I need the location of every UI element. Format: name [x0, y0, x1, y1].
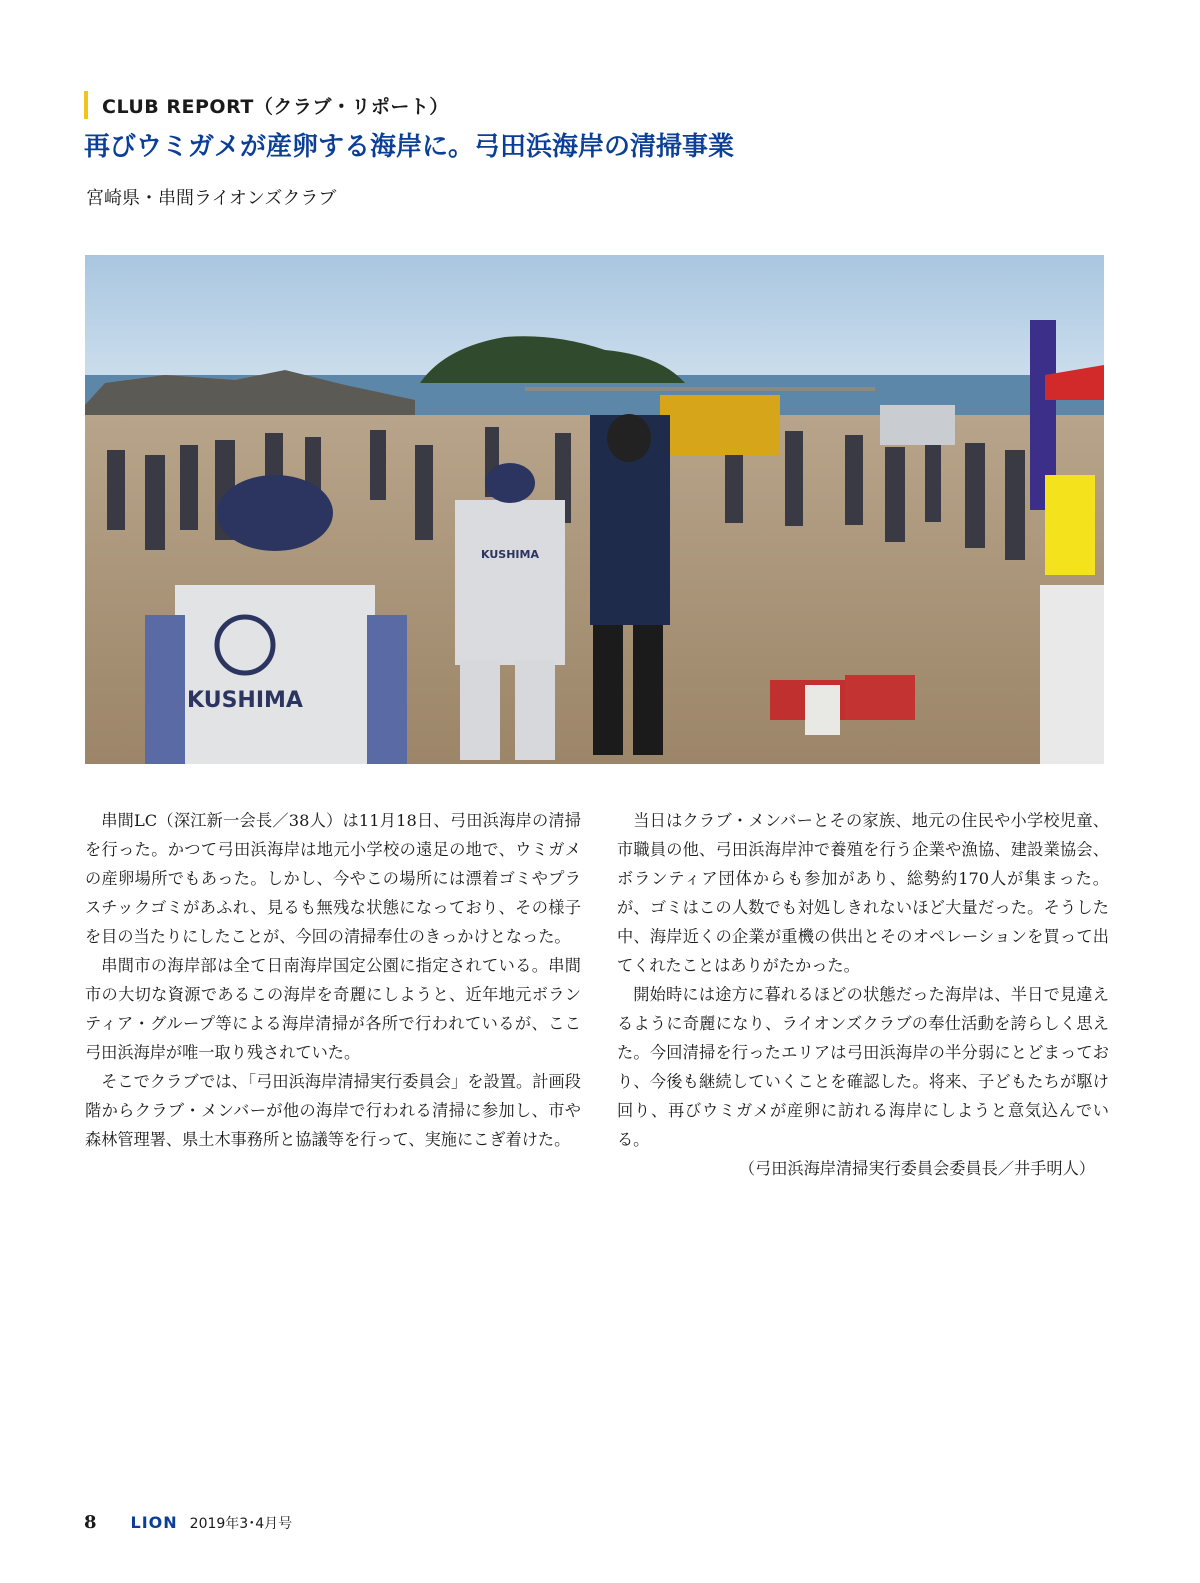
article-signature: （弓田浜海岸清掃実行委員会委員長／井手明人） — [738, 1159, 1095, 1178]
section-label — [84, 90, 449, 120]
page-footer — [84, 1512, 292, 1534]
article-paragraph: 串間LC（深江新一会長／38人）は11月18日、弓田浜海岸の清掃を行った。かつて弓田浜海岸は地元小学校の遠足の地で、ウミガメの産卵場所でもあった。しかし、今やこの場所には漂着ゴミやプラスチックゴミがあふれ、見るも無残な状態になっており、その様子を目の当たりにしたことが、今回の清掃奉仕のきっかけとなった。 — [85, 811, 581, 946]
vest-lettering-front: KUSHIMA — [187, 688, 303, 713]
article-headline: 再びウミガメが産卵する海岸に。弓田浜海岸の清掃事業 — [84, 132, 735, 162]
section-label-text: CLUB REPORT（クラブ・リポート） — [102, 95, 449, 118]
vest-lettering-center: KUSHIMA — [481, 548, 539, 561]
article-paragraph: そこでクラブでは、「弓田浜海岸清掃実行委員会」を設置。計画段階からクラブ・メンバーが他の海岸で行われる清掃に参加し、市や森林管理署、県土木事務所と協議等を行って、実施にこぎ着けた。 — [85, 1072, 581, 1149]
page-number: 8 — [84, 1512, 97, 1533]
magazine-name: LION — [130, 1513, 178, 1532]
issue-date: 2019年3･4月号 — [189, 1516, 293, 1532]
article-paragraph: 串間市の海岸部は全て日南海岸国定公園に指定されている。串間市の大切な資源であるこの海岸を奇麗にしようと、近年地元ボランティア・グループ等による海岸清掃が各所で行われているが、ここ弓田浜海岸が唯一取り残されていた。 — [85, 956, 581, 1062]
article-byline: 宮崎県・串間ライオンズクラブ — [86, 188, 337, 209]
article-column-right — [617, 806, 1109, 1183]
article-column-left — [85, 806, 581, 1154]
section-accent-bar — [84, 91, 88, 119]
beach-cleanup-photo — [85, 255, 1104, 764]
article-paragraph: 開始時には途方に暮れるほどの状態だった海岸は、半日で見違えるように奇麗になり、ライオンズクラブの奉仕活動を誇らしく思えた。今回清掃を行ったエリアは弓田浜海岸の半分弱にとどまっており、今後も継続していくことを確認した。将来、子どもたちが駆け回り、再びウミガメが産卵に訪れる海岸にしようと意気込んでいる。 — [617, 985, 1109, 1149]
article-paragraph: 当日はクラブ・メンバーとその家族、地元の住民や小学校児童、市職員の他、弓田浜海岸沖で養殖を行う企業や漁協、建設業協会、ボランティア団体からも参加があり、総勢約170人が集まった。が、ゴミはこの人数でも対処しきれないほど大量だった。そうした中、海岸近くの企業が重機の供出とそのオペレーションを買って出てくれたことはありがたかった。 — [617, 811, 1109, 975]
